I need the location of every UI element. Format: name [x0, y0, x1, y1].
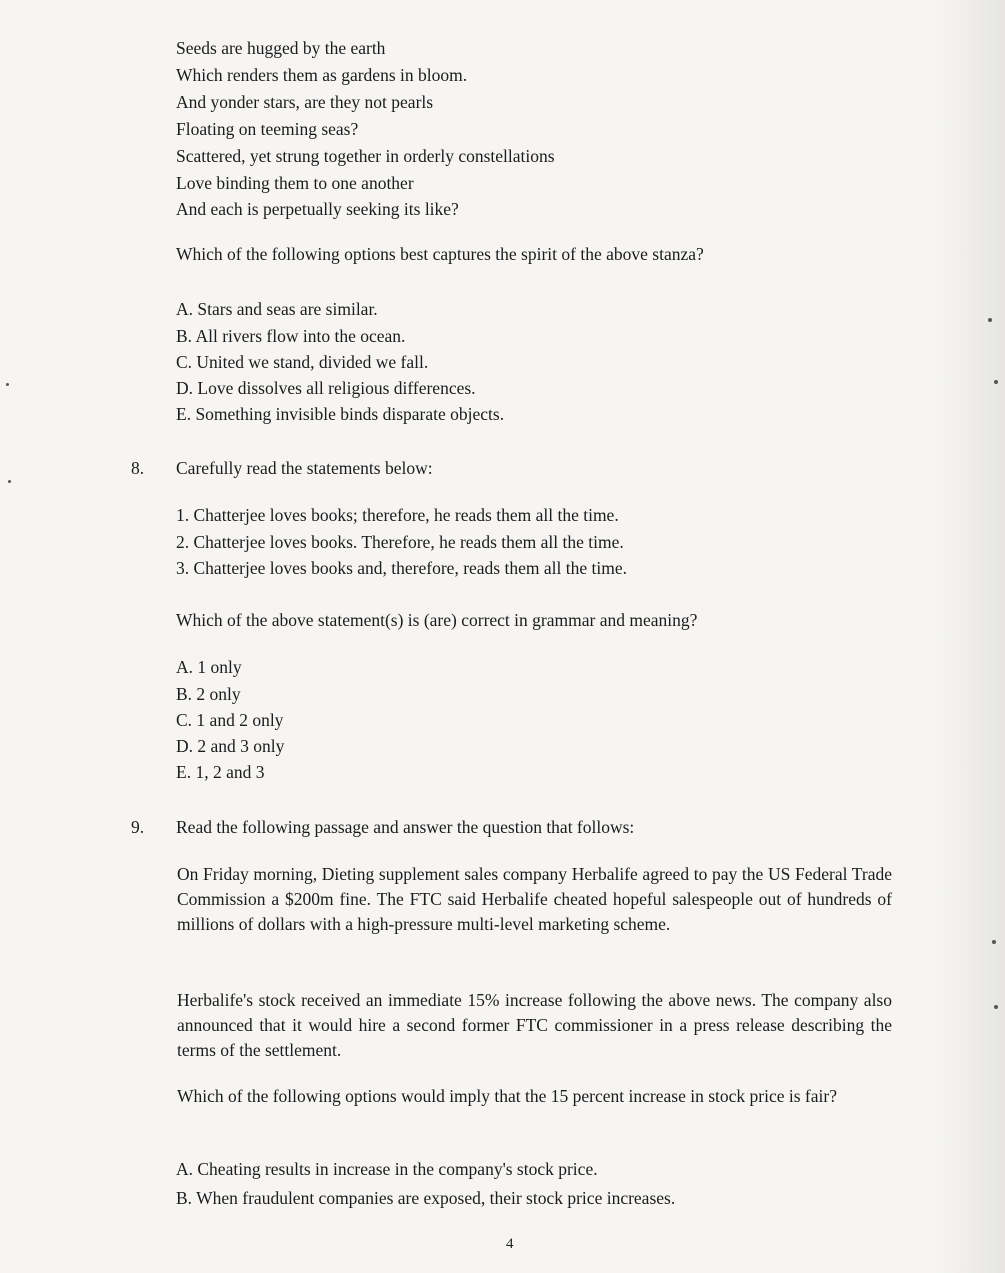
page-number: 4 [506, 1236, 514, 1252]
q8-prompt: Carefully read the statements below: [176, 458, 433, 478]
q7-option: B. All rivers flow into the ocean. [176, 326, 406, 346]
q8-option: C. 1 and 2 only [176, 710, 284, 730]
q9-option: A. Cheating results in increase in the company's stock price. [176, 1159, 598, 1179]
q8-statement: 3. Chatterjee loves books and, therefore, reads them all the time. [176, 558, 627, 578]
poem-line: Love binding them to one another [176, 173, 414, 193]
poem-line: And each is perpetually seeking its like? [176, 199, 459, 219]
q8-statement: 1. Chatterjee loves books; therefore, he reads them all the time. [176, 505, 619, 525]
q7-option: C. United we stand, divided we fall. [176, 352, 429, 372]
poem-line: Scattered, yet strung together in orderly constellations [176, 146, 555, 166]
q9-number: 9. [131, 817, 145, 837]
poem-line: And yonder stars, are they not pearls [176, 92, 434, 112]
q7-option: D. Love dissolves all religious differences. [176, 378, 476, 398]
q9-passage-paragraph: Herbalife's stock received an immediate 15% increase following the above news. The company also announced that it would hire a second former FTC commissioner in a press release describing the terms of the settlement. [177, 990, 892, 1060]
poem-line: Which renders them as gardens in bloom. [176, 65, 468, 85]
q9-passage-paragraph: On Friday morning, Dieting supplement sales company Herbalife agreed to pay the US Federal Trade Commission a $200m fine. The FTC said Herbalife cheated hopeful salespeople out of hundreds of millions of dollars with a high-pressure multi-level marketing scheme. [177, 864, 892, 934]
q9-prompt: Read the following passage and answer the question that follows: [176, 817, 635, 837]
scan-speck [988, 318, 992, 322]
scan-speck [8, 480, 11, 483]
scan-speck [6, 383, 9, 386]
q8-option: A. 1 only [176, 657, 242, 677]
scan-edge-shadow [935, 0, 1005, 1273]
poem-line: Seeds are hugged by the earth [176, 38, 386, 58]
q7-option: A. Stars and seas are similar. [176, 299, 378, 319]
scan-speck [994, 380, 998, 384]
poem-line: Floating on teeming seas? [176, 119, 359, 139]
q8-option: D. 2 and 3 only [176, 736, 285, 756]
q8-statement: 2. Chatterjee loves books. Therefore, he reads them all the time. [176, 532, 624, 552]
q7-option: E. Something invisible binds disparate objects. [176, 404, 505, 424]
scan-speck [992, 940, 996, 944]
q9-option: B. When fraudulent companies are exposed, their stock price increases. [176, 1188, 676, 1208]
q8-number: 8. [131, 458, 145, 478]
q8-option: E. 1, 2 and 3 [176, 762, 265, 782]
q8-option: B. 2 only [176, 684, 241, 704]
q8-question: Which of the above statement(s) is (are) correct in grammar and meaning? [176, 610, 698, 630]
scan-speck [994, 1005, 998, 1009]
q7-question: Which of the following options best captures the spirit of the above stanza? [176, 244, 704, 264]
q9-question: Which of the following options would imply that the 15 percent increase in stock price is fair? [177, 1086, 837, 1106]
